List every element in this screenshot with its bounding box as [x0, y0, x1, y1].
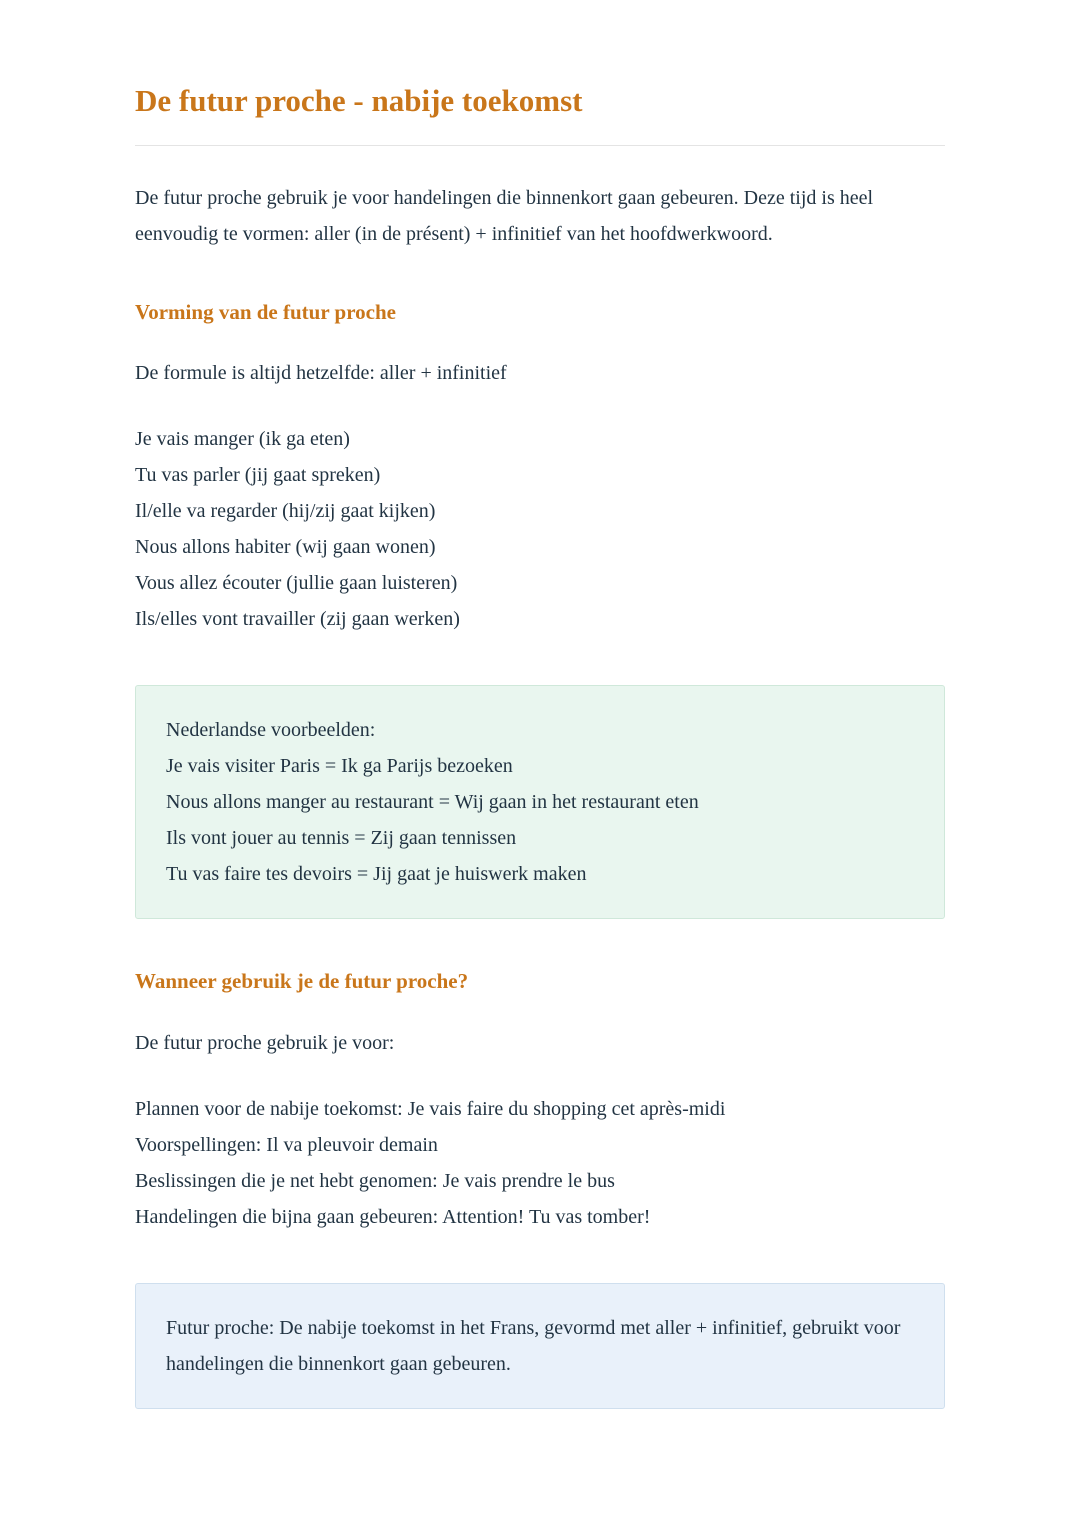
- example-line: Nous allons manger au restaurant = Wij gaan in het restaurant eten: [166, 791, 699, 814]
- usage-lead-paragraph: De futur proche gebruik je voor:: [135, 1031, 395, 1054]
- conjugation-line: Je vais manger (ik ga eten): [135, 428, 350, 451]
- conjugation-line: Vous allez écouter (jullie gaan luisteren): [135, 572, 458, 595]
- section-heading-wanneer: Wanneer gebruik je de futur proche?: [135, 969, 469, 994]
- summary-box: [135, 1283, 945, 1409]
- title-divider: [135, 145, 945, 146]
- examples-box-title: Nederlandse voorbeelden:: [166, 719, 376, 742]
- examples-box: [135, 685, 945, 919]
- usage-line: Plannen voor de nabije toekomst: Je vais faire du shopping cet après-midi: [135, 1097, 726, 1120]
- section-heading-vorming: Vorming van de futur proche: [135, 299, 396, 324]
- page-title: De futur proche - nabije toekomst: [135, 83, 583, 118]
- formula-paragraph: De formule is altijd hetzelfde: aller + infinitief: [135, 362, 507, 385]
- usage-list: [135, 1091, 945, 1235]
- conjugation-list: [135, 421, 945, 637]
- usage-line: Beslissingen die je net hebt genomen: Je vais prendre le bus: [135, 1169, 615, 1192]
- example-line: Ils vont jouer au tennis = Zij gaan tennissen: [166, 827, 517, 850]
- example-line: Je vais visiter Paris = Ik ga Parijs bezoeken: [166, 755, 513, 778]
- conjugation-line: Tu vas parler (jij gaat spreken): [135, 464, 381, 487]
- summary-text: Futur proche: De nabije toekomst in het Frans, gevormd met aller + infinitief, gebruikt voor handelingen die binnenkort gaan gebeuren.: [166, 1316, 901, 1375]
- conjugation-line: Nous allons habiter (wij gaan wonen): [135, 536, 436, 559]
- intro-paragraph: De futur proche gebruik je voor handelingen die binnenkort gaan gebeuren. Deze tijd is heel eenvoudig te vormen: aller (in de présent) + infinitief van het hoofdwerkwoord.: [135, 186, 874, 245]
- usage-line: Handelingen die bijna gaan gebeuren: Attention! Tu vas tomber!: [135, 1205, 651, 1228]
- conjugation-line: Ils/elles vont travailler (zij gaan werken): [135, 608, 460, 631]
- conjugation-line: Il/elle va regarder (hij/zij gaat kijken): [135, 500, 436, 523]
- usage-line: Voorspellingen: Il va pleuvoir demain: [135, 1133, 438, 1156]
- example-line: Tu vas faire tes devoirs = Jij gaat je huiswerk maken: [166, 863, 587, 886]
